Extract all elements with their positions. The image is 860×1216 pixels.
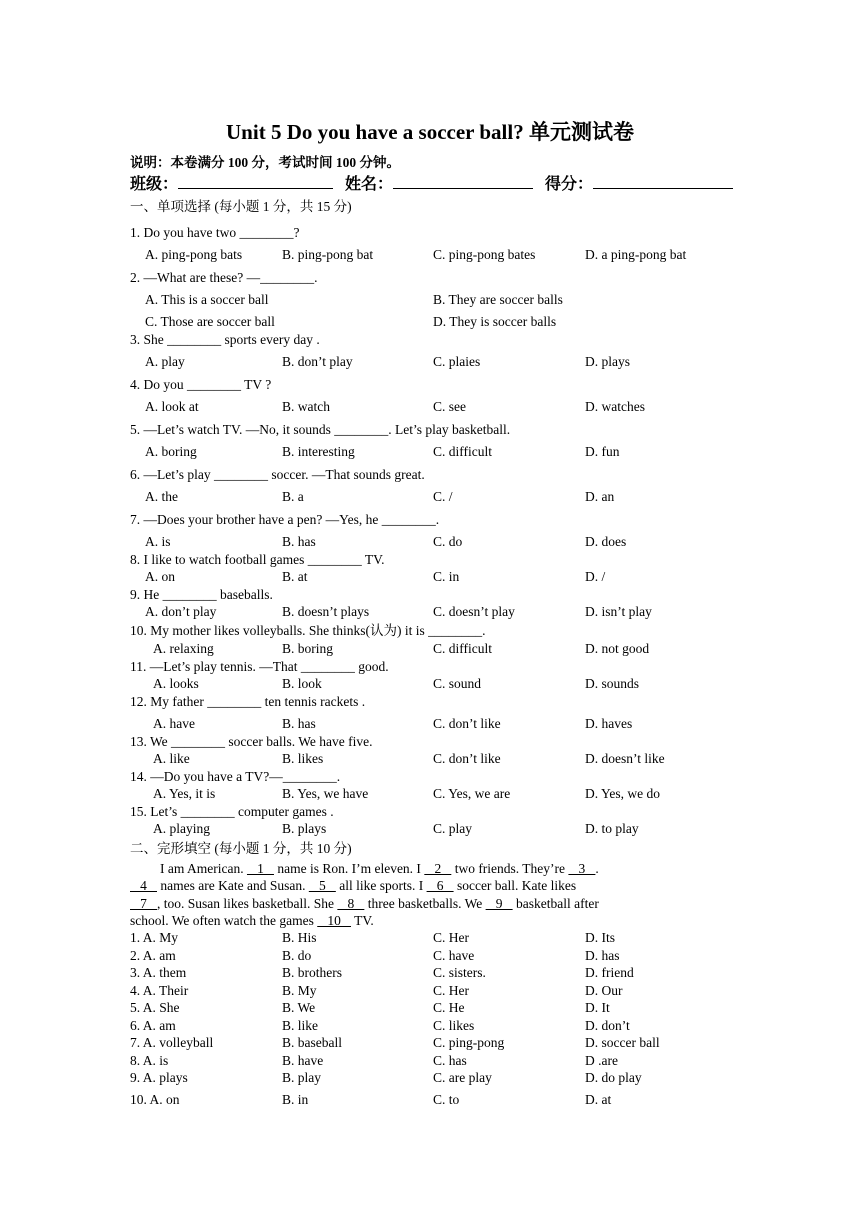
q10-option-c[interactable]: C. difficult — [433, 641, 492, 656]
q13-option-c[interactable]: C. don’t like — [433, 751, 501, 766]
cloze4-option-a[interactable]: 4. A. Their — [130, 983, 189, 998]
q7-option-a[interactable]: A. is — [145, 534, 171, 549]
q3-option-a[interactable]: A. play — [145, 354, 185, 369]
cloze7-option-b[interactable]: B. baseball — [282, 1035, 342, 1050]
cloze4-option-b[interactable]: B. My — [282, 983, 317, 998]
cloze8-option-c[interactable]: C. has — [433, 1053, 467, 1068]
q3-option-b[interactable]: B. don’t play — [282, 354, 353, 369]
q12-option-d[interactable]: D. haves — [585, 716, 633, 731]
question-6: 6. —Let’s play ________ soccer. —That sounds great. — [130, 467, 425, 482]
q8-option-c[interactable]: C. in — [433, 569, 460, 584]
question-11: 11. —Let’s play tennis. —That ________ good. — [130, 659, 389, 674]
cloze4-option-c[interactable]: C. Her — [433, 983, 469, 998]
cloze7-option-a[interactable]: 7. A. volleyball — [130, 1035, 214, 1050]
question-5: 5. —Let’s watch TV. —No, it sounds ________. Let’s play basketball. — [130, 422, 511, 437]
cloze2-option-a[interactable]: 2. A. am — [130, 948, 176, 963]
question-2: 2. —What are these? —________. — [130, 270, 318, 285]
q11-option-a[interactable]: A. looks — [153, 676, 199, 691]
q13-option-a[interactable]: A. like — [153, 751, 190, 766]
q5-option-d[interactable]: D. fun — [585, 444, 620, 459]
q10-option-d[interactable]: D. not good — [585, 641, 650, 656]
cloze-blank[interactable]: 6 — [426, 878, 454, 893]
q13-option-d[interactable]: D. doesn’t like — [585, 751, 665, 766]
cloze9-option-a[interactable]: 9. A. plays — [130, 1070, 188, 1085]
cloze-blank[interactable]: 2 — [424, 861, 452, 876]
passage-line: school. We often watch the games 10 TV. — [130, 913, 374, 928]
cloze-blank[interactable]: 5 — [308, 878, 336, 893]
q11-option-d[interactable]: D. sounds — [585, 676, 640, 691]
class-label: 班级： — [130, 176, 179, 193]
cloze9-option-d[interactable]: D. do play — [585, 1070, 642, 1085]
cloze7-option-c[interactable]: C. ping-pong — [433, 1035, 505, 1050]
cloze-blank[interactable]: 10 — [317, 913, 351, 928]
cloze1-option-b[interactable]: B. His — [282, 930, 317, 945]
cloze10-option-b[interactable]: B. in — [282, 1092, 309, 1107]
question-10: 10. My mother likes volleyballs. She thinks(认为) it is ________. — [130, 623, 486, 638]
cloze-blank[interactable]: 1 — [246, 861, 274, 876]
cloze3-option-d[interactable]: D. friend — [585, 965, 634, 980]
cloze1-option-a[interactable]: 1. A. My — [130, 930, 179, 945]
cloze8-option-a[interactable]: 8. A. is — [130, 1053, 169, 1068]
cloze10-option-d[interactable]: D. at — [585, 1092, 612, 1107]
question-9: 9. He ________ baseballs. — [130, 587, 273, 602]
q12-option-c[interactable]: C. don’t like — [433, 716, 501, 731]
cloze4-option-d[interactable]: D. Our — [585, 983, 623, 998]
q8-option-a[interactable]: A. on — [145, 569, 175, 584]
q4-option-d[interactable]: D. watches — [585, 399, 645, 414]
q7-option-d[interactable]: D. does — [585, 534, 627, 549]
q8-option-d[interactable]: D. / — [585, 569, 606, 584]
cloze7-option-d[interactable]: D. soccer ball — [585, 1035, 660, 1050]
q9-option-b[interactable]: B. doesn’t plays — [282, 604, 370, 619]
q4-option-c[interactable]: C. see — [433, 399, 466, 414]
passage-line: 4 names are Kate and Susan. 5 all like sports. I 6 soccer ball. Kate likes — [130, 878, 577, 893]
cloze-blank[interactable]: 7 — [130, 896, 157, 911]
question-3: 3. She ________ sports every day . — [130, 332, 320, 347]
name-label: 姓名： — [345, 176, 394, 193]
q6-option-a[interactable]: A. the — [145, 489, 178, 504]
q15-option-d[interactable]: D. to play — [585, 821, 639, 836]
cloze2-option-b[interactable]: B. do — [282, 948, 312, 963]
question-12: 12. My father ________ ten tennis rackets . — [130, 694, 366, 709]
question-8: 8. I like to watch football games ________ TV. — [130, 552, 385, 567]
info-row — [130, 174, 733, 193]
cloze5-option-c[interactable]: C. He — [433, 1000, 465, 1015]
q11-option-b[interactable]: B. look — [282, 676, 322, 691]
q12-option-a[interactable]: A. have — [153, 716, 195, 731]
score-label: 得分： — [545, 176, 594, 193]
q9-option-a[interactable]: A. don’t play — [145, 604, 217, 619]
q5-option-b[interactable]: B. interesting — [282, 444, 355, 459]
score-field[interactable] — [593, 174, 733, 189]
q7-option-b[interactable]: B. has — [282, 534, 316, 549]
page-title: Unit 5 Do you have a soccer ball? 单元测试卷 — [226, 120, 634, 144]
exam-note: 说明：本卷满分 100 分，考试时间 100 分钟。 — [130, 155, 400, 170]
q6-option-d[interactable]: D. an — [585, 489, 615, 504]
cloze6-option-c[interactable]: C. likes — [433, 1018, 475, 1033]
cloze3-option-b[interactable]: B. brothers — [282, 965, 342, 980]
question-14: 14. —Do you have a TV?—________. — [130, 769, 341, 784]
cloze-blank[interactable]: 8 — [337, 896, 365, 911]
q10-option-a[interactable]: A. relaxing — [153, 641, 214, 656]
q15-option-c[interactable]: C. play — [433, 821, 472, 836]
q4-option-a[interactable]: A. look at — [145, 399, 199, 414]
section1-heading: 一、单项选择 (每小题 1 分，共 15 分) — [130, 199, 352, 214]
cloze9-option-c[interactable]: C. are play — [433, 1070, 492, 1085]
cloze3-option-a[interactable]: 3. A. them — [130, 965, 187, 980]
cloze10-option-a[interactable]: 10. A. on — [130, 1092, 180, 1107]
question-7: 7. —Does your brother have a pen? —Yes, he ________. — [130, 512, 440, 527]
cloze6-option-b[interactable]: B. like — [282, 1018, 318, 1033]
cloze3-option-c[interactable]: C. sisters. — [433, 965, 486, 980]
q1-option-c[interactable]: C. ping-pong bates — [433, 247, 536, 262]
q5-option-c[interactable]: C. difficult — [433, 444, 492, 459]
question-1: 1. Do you have two ________? — [130, 225, 300, 240]
cloze2-option-c[interactable]: C. have — [433, 948, 475, 963]
q7-option-c[interactable]: C. do — [433, 534, 463, 549]
q4-option-b[interactable]: B. watch — [282, 399, 330, 414]
name-field[interactable] — [393, 174, 533, 189]
cloze1-option-d[interactable]: D. Its — [585, 930, 615, 945]
question-4: 4. Do you ________ TV ? — [130, 377, 272, 392]
q6-option-c[interactable]: C. / — [433, 489, 453, 504]
question-15: 15. Let’s ________ computer games . — [130, 804, 334, 819]
q2-option-d[interactable]: D. They is soccer balls — [433, 314, 557, 329]
q12-option-b[interactable]: B. has — [282, 716, 316, 731]
q8-option-b[interactable]: B. at — [282, 569, 308, 584]
q10-option-b[interactable]: B. boring — [282, 641, 334, 656]
q15-option-a[interactable]: A. playing — [153, 821, 210, 836]
q3-option-c[interactable]: C. plaies — [433, 354, 481, 369]
q14-option-c[interactable]: C. Yes, we are — [433, 786, 511, 801]
q5-option-a[interactable]: A. boring — [145, 444, 197, 459]
cloze1-option-c[interactable]: C. Her — [433, 930, 469, 945]
q6-option-b[interactable]: B. a — [282, 489, 304, 504]
cloze6-option-a[interactable]: 6. A. am — [130, 1018, 176, 1033]
q1-option-a[interactable]: A. ping-pong bats — [145, 247, 243, 262]
passage-line: I am American. 1 name is Ron. I’m eleven. I 2 two friends. They’re 3 . — [160, 861, 599, 876]
question-13: 13. We ________ soccer balls. We have five. — [130, 734, 373, 749]
cloze-blank[interactable]: 9 — [485, 896, 513, 911]
class-field[interactable] — [178, 174, 333, 189]
q3-option-d[interactable]: D. plays — [585, 354, 630, 369]
cloze9-option-b[interactable]: B. play — [282, 1070, 321, 1085]
q14-option-b[interactable]: B. Yes, we have — [282, 786, 369, 801]
cloze6-option-d[interactable]: D. don’t — [585, 1018, 630, 1033]
q9-option-d[interactable]: D. isn’t play — [585, 604, 652, 619]
q15-option-b[interactable]: B. plays — [282, 821, 327, 836]
cloze5-option-a[interactable]: 5. A. She — [130, 1000, 180, 1015]
q2-option-c[interactable]: C. Those are soccer ball — [145, 314, 275, 329]
cloze8-option-d[interactable]: D .are — [585, 1053, 618, 1068]
q1-option-b[interactable]: B. ping-pong bat — [282, 247, 374, 262]
q14-option-a[interactable]: A. Yes, it is — [153, 786, 216, 801]
q9-option-c[interactable]: C. doesn’t play — [433, 604, 515, 619]
passage-line: 7 , too. Susan likes basketball. She 8 three basketballs. We 9 basketball after — [130, 896, 599, 911]
cloze-blank[interactable]: 4 — [130, 878, 157, 893]
q1-option-d[interactable]: D. a ping-pong bat — [585, 247, 687, 262]
cloze8-option-b[interactable]: B. have — [282, 1053, 324, 1068]
section2-heading: 二、完形填空 (每小题 1 分，共 10 分) — [130, 841, 352, 856]
cloze2-option-d[interactable]: D. has — [585, 948, 620, 963]
q2-option-b[interactable]: B. They are soccer balls — [433, 292, 563, 307]
q13-option-b[interactable]: B. likes — [282, 751, 324, 766]
cloze-blank[interactable]: 3 — [568, 861, 596, 876]
q11-option-c[interactable]: C. sound — [433, 676, 482, 691]
q14-option-d[interactable]: D. Yes, we do — [585, 786, 661, 801]
q2-option-a[interactable]: A. This is a soccer ball — [145, 292, 269, 307]
cloze5-option-d[interactable]: D. It — [585, 1000, 610, 1015]
cloze10-option-c[interactable]: C. to — [433, 1092, 460, 1107]
cloze5-option-b[interactable]: B. We — [282, 1000, 316, 1015]
